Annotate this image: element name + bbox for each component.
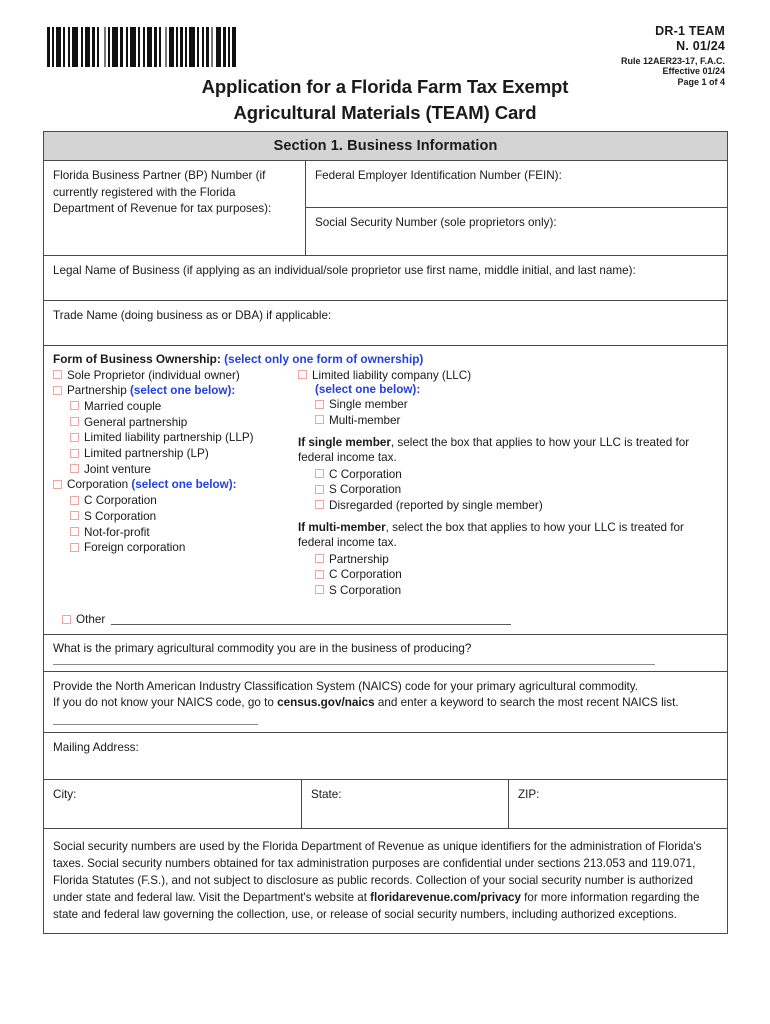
checkbox-label: C Corporation bbox=[84, 494, 157, 508]
checkbox-label: Foreign corporation bbox=[84, 541, 186, 555]
checkbox-icon[interactable] bbox=[315, 485, 324, 494]
checkbox-icon[interactable] bbox=[70, 543, 79, 552]
checkbox-label: Multi-member bbox=[329, 413, 401, 427]
checkbox-general-partnership[interactable] bbox=[70, 415, 298, 430]
checkbox-icon[interactable] bbox=[315, 554, 324, 563]
legal-name-label: Legal Name of Business (if applying as an individual/sole proprietor use first name, middle initial, and last name): bbox=[53, 264, 636, 277]
barcode-image bbox=[47, 27, 237, 67]
llc-select-note: (select one below): bbox=[315, 383, 421, 397]
checkbox-icon[interactable] bbox=[53, 480, 62, 489]
document-header bbox=[0, 0, 770, 123]
ownership-title bbox=[53, 352, 718, 366]
multi-member-instruction bbox=[298, 520, 718, 550]
title-line-2: Agricultural Materials (TEAM) Card bbox=[233, 101, 537, 123]
checkbox-label: Sole Proprietor (individual owner) bbox=[67, 368, 240, 382]
naics-field[interactable] bbox=[44, 672, 727, 732]
checkbox-label: S Corporation bbox=[329, 483, 402, 497]
bp-number-label: Florida Business Partner (BP) Number (if currently registered with the Florida Department of Revenue for tax purposes): bbox=[53, 169, 272, 216]
fein-label: Federal Employer Identification Number (FEIN): bbox=[315, 169, 562, 182]
multi-member-bold: If multi-member bbox=[298, 521, 386, 535]
checkbox-label: Other bbox=[76, 612, 106, 626]
checkbox-icon[interactable] bbox=[315, 469, 324, 478]
title-line-1: Application for a Florida Farm Tax Exempt bbox=[201, 76, 569, 97]
checkbox-c-corporation[interactable] bbox=[70, 493, 298, 508]
checkbox-label: Limited partnership (LP) bbox=[84, 447, 209, 461]
checkbox-llp[interactable] bbox=[70, 430, 298, 445]
fein-field[interactable] bbox=[306, 161, 727, 208]
zip-label: ZIP: bbox=[518, 788, 540, 802]
checkbox-corporation[interactable] bbox=[53, 477, 298, 492]
ownership-title-note: (select only one form of ownership) bbox=[224, 352, 424, 366]
mailing-address-field[interactable] bbox=[44, 733, 727, 779]
checkbox-icon[interactable] bbox=[70, 464, 79, 473]
ownership-block bbox=[44, 346, 727, 634]
state-label: State: bbox=[311, 788, 342, 802]
checkbox-label: Limited liability company (LLC) bbox=[312, 368, 472, 382]
checkbox-multi-c-corporation[interactable] bbox=[315, 567, 718, 582]
privacy-notice bbox=[44, 829, 727, 933]
ownership-title-text: Form of Business Ownership: bbox=[53, 352, 221, 366]
checkbox-joint-venture[interactable] bbox=[70, 462, 298, 477]
checkbox-label: C Corporation bbox=[329, 467, 402, 481]
single-member-instruction bbox=[298, 435, 718, 465]
form-rule: Rule 12AER23-17, F.A.C. bbox=[620, 55, 725, 66]
naics-input-line[interactable] bbox=[53, 724, 258, 725]
checkbox-foreign-corporation[interactable] bbox=[70, 540, 298, 555]
checkbox-label: Partnership bbox=[329, 552, 389, 566]
form-id: DR-1 TEAM bbox=[655, 24, 725, 38]
naics-line-1: Provide the North American Industry Classification System (NAICS) code for your primary agricultural commodity. bbox=[53, 679, 639, 693]
checkbox-single-s-corporation[interactable] bbox=[315, 482, 718, 497]
checkbox-disregarded[interactable] bbox=[315, 498, 718, 513]
checkbox-icon[interactable] bbox=[70, 527, 79, 536]
page-number: Page 1 of 4 bbox=[677, 77, 725, 88]
checkbox-icon[interactable] bbox=[315, 400, 324, 409]
ssn-label: Social Security Number (sole proprietors only): bbox=[315, 216, 557, 229]
ownership-right-column bbox=[298, 367, 718, 599]
checkbox-icon[interactable] bbox=[70, 496, 79, 505]
llc-options bbox=[298, 397, 718, 428]
checkbox-label: Married couple bbox=[84, 399, 162, 413]
checkbox-label: Limited liability partnership (LLP) bbox=[84, 431, 254, 445]
city-label: City: bbox=[53, 788, 77, 802]
checkbox-s-corporation[interactable] bbox=[70, 509, 298, 524]
checkbox-multi-s-corporation[interactable] bbox=[315, 583, 718, 598]
checkbox-icon[interactable] bbox=[70, 417, 79, 426]
checkbox-multi-member[interactable] bbox=[315, 413, 718, 428]
checkbox-label: Single member bbox=[329, 398, 408, 412]
checkbox-icon[interactable] bbox=[298, 370, 307, 379]
trade-name-field[interactable] bbox=[44, 301, 727, 345]
checkbox-multi-partnership[interactable] bbox=[315, 552, 718, 567]
state-field[interactable] bbox=[302, 780, 509, 828]
corporation-text: Corporation bbox=[67, 478, 129, 492]
checkbox-label: Disregarded (reported by single member) bbox=[329, 498, 543, 512]
checkbox-icon[interactable] bbox=[53, 370, 62, 379]
checkbox-label bbox=[67, 383, 235, 398]
naics-website-link: census.gov/naics bbox=[277, 696, 375, 710]
privacy-text-part-1: Social security numbers are used by the Florida Department of Revenue as unique identifiers for the administration of Florida's taxes. Social security numbers obtained for tax administration purposes are confidential under sections 213.053 and 119.071, Florida Statutes (F.S.), and not subject to disclosure as public records. Collection of your social security number is authorized under state and federal law. Visit the Department's website at bbox=[53, 840, 702, 905]
checkbox-icon[interactable] bbox=[53, 386, 62, 395]
checkbox-icon[interactable] bbox=[70, 401, 79, 410]
section-1-heading: Section 1. Business Information bbox=[44, 132, 727, 160]
checkbox-label: C Corporation bbox=[329, 568, 402, 582]
trade-name-label: Trade Name (doing business as or DBA) if applicable: bbox=[53, 309, 332, 322]
checkbox-married-couple[interactable] bbox=[70, 399, 298, 414]
multi-member-rest: , select the box that applies to how your LLC is treated for federal income tax. bbox=[298, 521, 684, 550]
partnership-note: (select one below): bbox=[130, 384, 236, 398]
partnership-options bbox=[53, 399, 298, 477]
mailing-address-label: Mailing Address: bbox=[53, 741, 139, 755]
checkbox-lp[interactable] bbox=[70, 446, 298, 461]
checkbox-icon[interactable] bbox=[315, 415, 324, 424]
legal-name-field[interactable] bbox=[44, 256, 727, 300]
naics-line-2 bbox=[53, 695, 718, 712]
checkbox-label: S Corporation bbox=[329, 583, 402, 597]
checkbox-icon[interactable] bbox=[315, 500, 324, 509]
checkbox-label bbox=[67, 477, 237, 492]
ssn-field[interactable] bbox=[306, 208, 727, 254]
naics-text-a: If you do not know your NAICS code, go to bbox=[53, 696, 278, 710]
zip-field[interactable] bbox=[509, 780, 727, 828]
privacy-text-part-2: for more information regarding the state and federal law governing the collection, use, or release of social security numbers, including authorized exceptions. bbox=[53, 891, 700, 922]
checkbox-not-for-profit[interactable] bbox=[70, 525, 298, 540]
checkbox-label: S Corporation bbox=[84, 509, 157, 523]
commodity-question-field[interactable] bbox=[44, 635, 727, 671]
checkbox-icon[interactable] bbox=[70, 449, 79, 458]
single-member-rest: , select the box that applies to how your LLC is treated for federal income tax. bbox=[298, 436, 690, 465]
checkbox-partnership[interactable] bbox=[53, 383, 298, 398]
partnership-text: Partnership bbox=[67, 384, 127, 398]
checkbox-label: Joint venture bbox=[84, 462, 151, 476]
checkbox-icon[interactable] bbox=[62, 615, 71, 624]
commodity-question-label: What is the primary agricultural commodity you are in the business of producing? bbox=[53, 641, 472, 655]
checkbox-icon[interactable] bbox=[315, 570, 324, 579]
multi-member-options bbox=[298, 552, 718, 599]
single-member-bold: If single member bbox=[298, 436, 391, 450]
bp-number-field[interactable] bbox=[44, 161, 306, 255]
checkbox-icon[interactable] bbox=[315, 585, 324, 594]
privacy-website-link: floridarevenue.com/privacy bbox=[370, 891, 521, 905]
form-revision: N. 01/24 bbox=[676, 39, 725, 54]
page-title bbox=[0, 74, 770, 125]
commodity-input-line[interactable] bbox=[53, 664, 655, 665]
checkbox-single-c-corporation[interactable] bbox=[315, 467, 718, 482]
checkbox-icon[interactable] bbox=[70, 511, 79, 520]
other-input-line[interactable] bbox=[111, 614, 511, 625]
checkbox-label: General partnership bbox=[84, 415, 188, 429]
form-effective-date: Effective 01/24 bbox=[662, 66, 725, 77]
checkbox-sole-proprietor[interactable] bbox=[53, 368, 298, 383]
section-1-form-table bbox=[43, 131, 728, 934]
naics-text-b: and enter a keyword to search the most recent NAICS list. bbox=[374, 696, 679, 710]
checkbox-icon[interactable] bbox=[70, 433, 79, 442]
ownership-left-column bbox=[53, 367, 298, 599]
checkbox-llc[interactable] bbox=[298, 368, 718, 383]
city-field[interactable] bbox=[44, 780, 302, 828]
checkbox-single-member[interactable] bbox=[315, 397, 718, 412]
corporation-options bbox=[53, 493, 298, 555]
checkbox-label: Not-for-profit bbox=[84, 525, 150, 539]
checkbox-other[interactable] bbox=[53, 613, 718, 626]
corporation-note: (select one below): bbox=[131, 478, 237, 492]
single-member-options bbox=[298, 467, 718, 514]
